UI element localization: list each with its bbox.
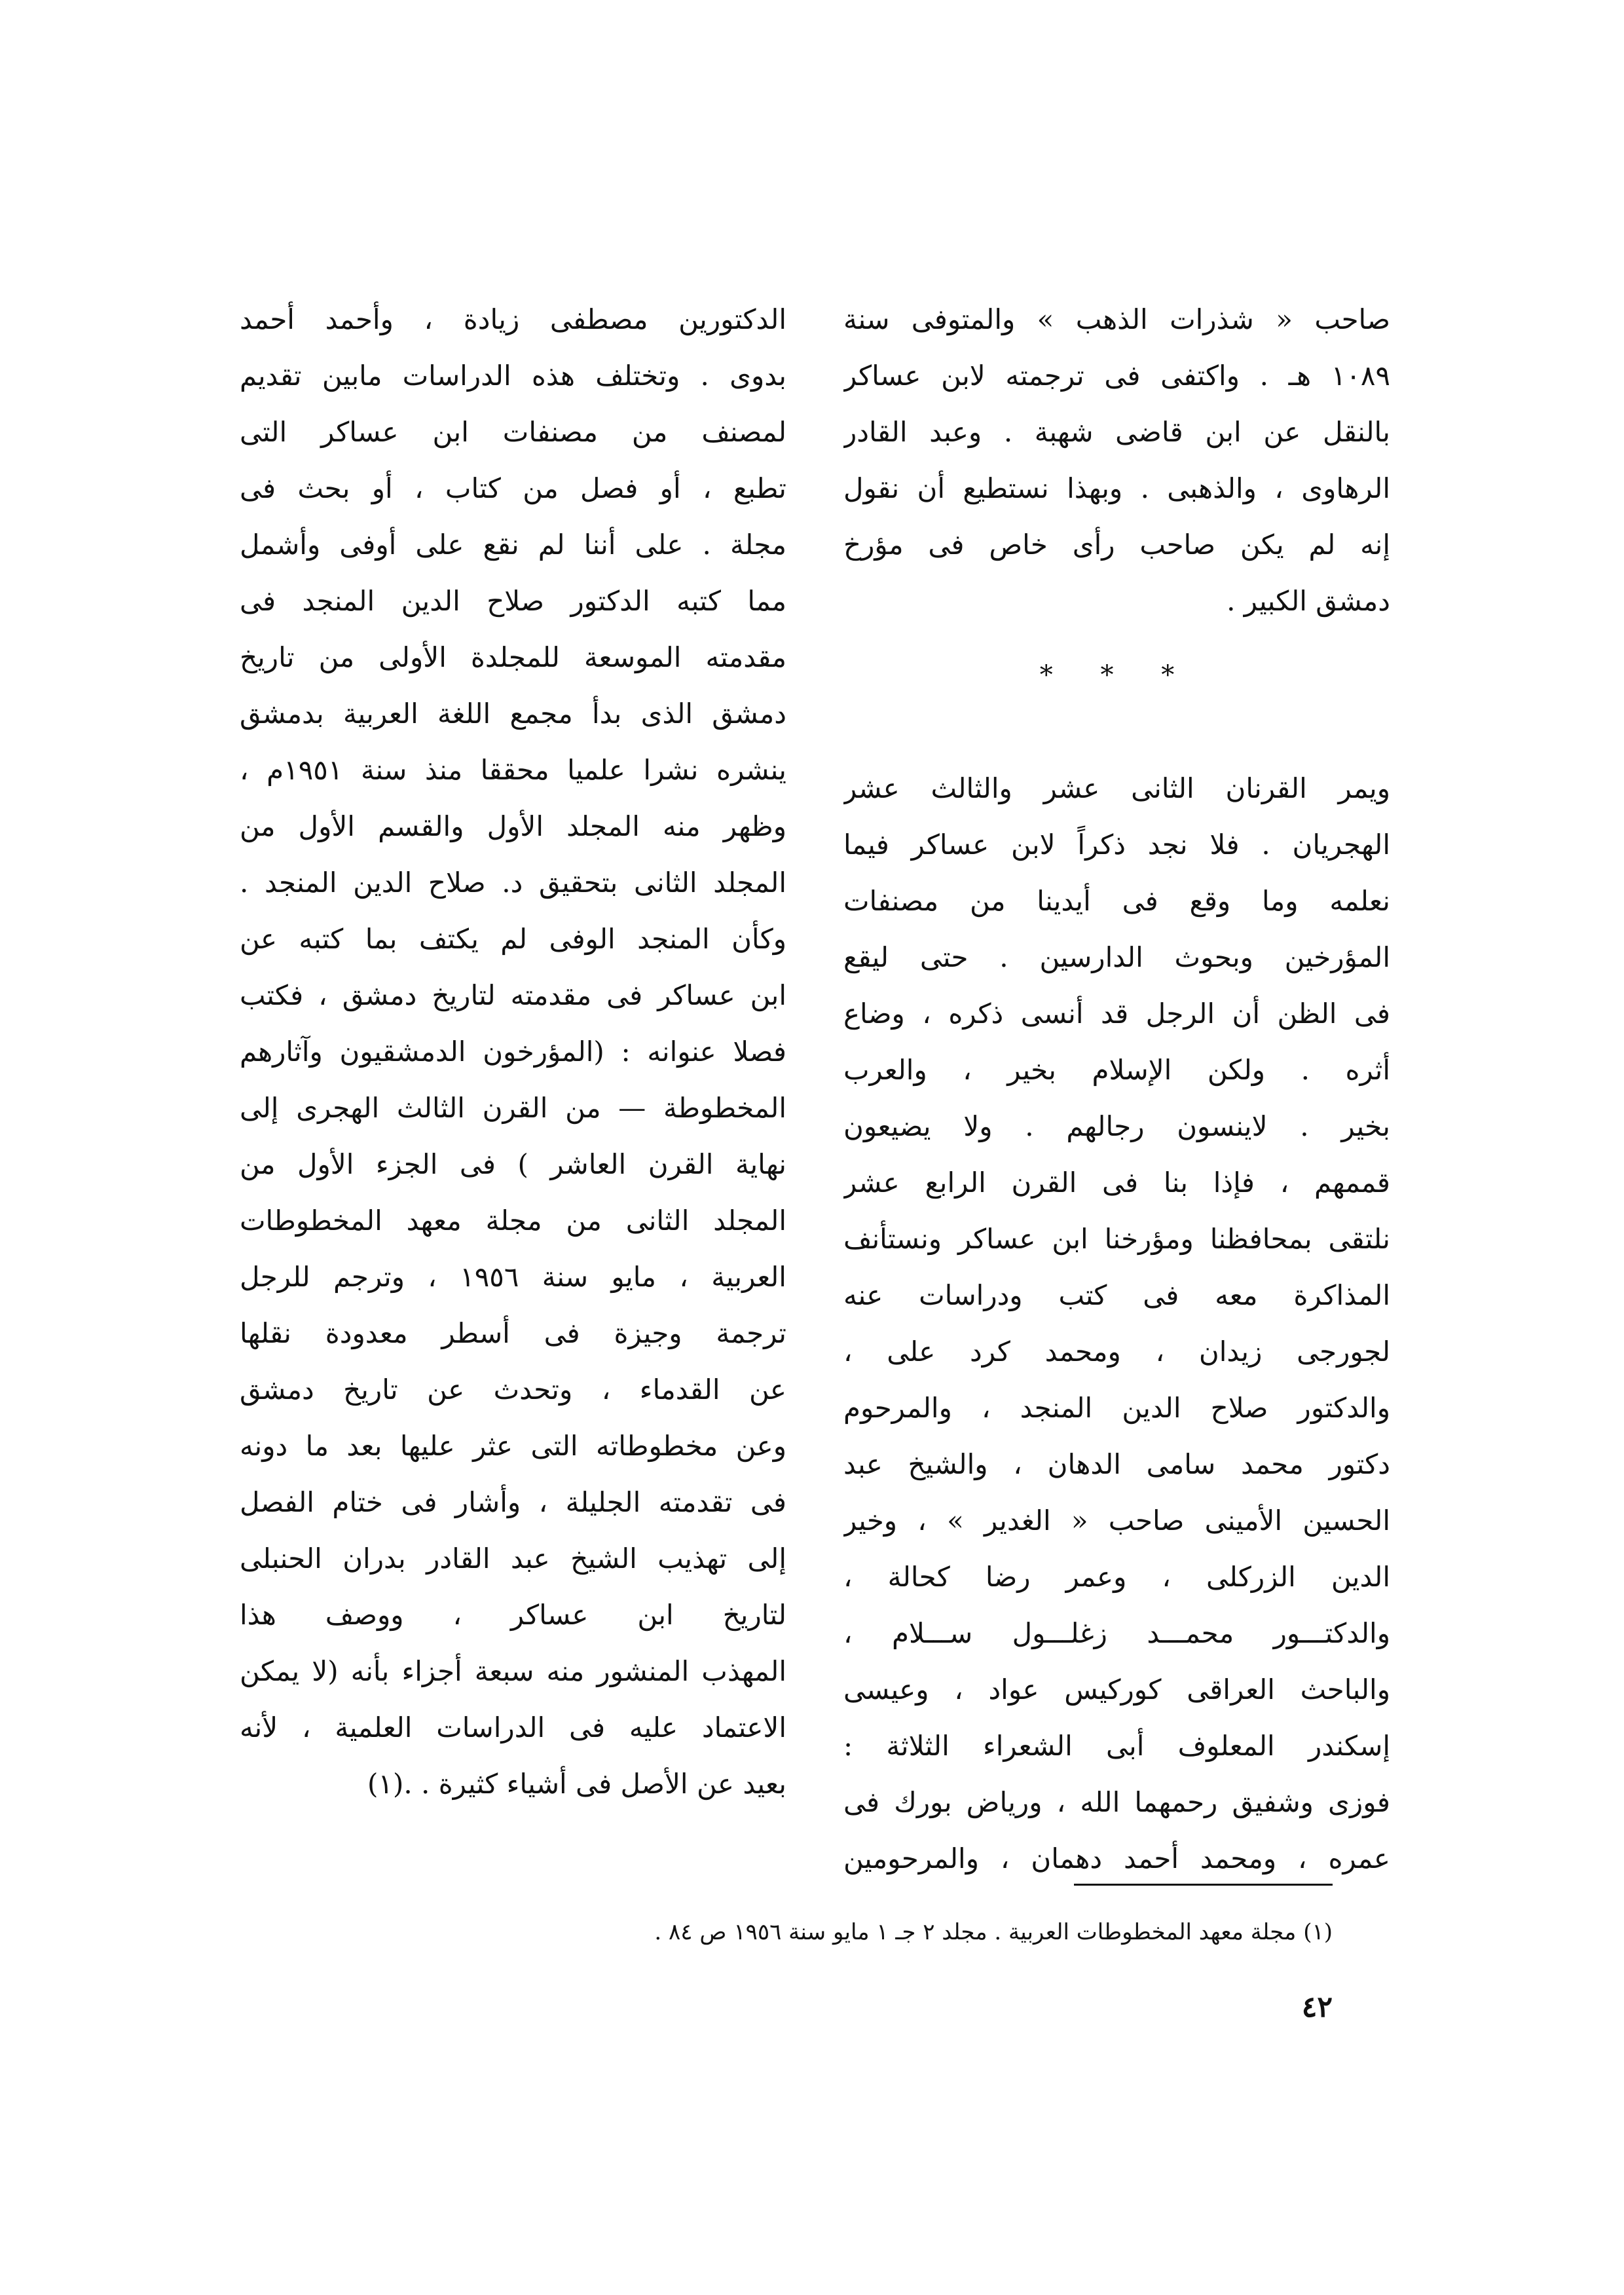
text-line: العربية ، مايو سنة ١٩٥٦ ، وترجم للرجل <box>240 1261 786 1293</box>
footnote: (١) مجلة معهد المخطوطات العربية . مجلد ٢ جـ ١ مايو سنة ١٩٥٦ ص ٨٤ . <box>654 1919 1333 1945</box>
text-line: نلتقى بمحافظنا ومؤرخنا ابن عساكر ونستأنف <box>843 1223 1390 1255</box>
text-line: الدكتورين مصطفى زيادة ، وأحمد أحمد <box>240 303 786 335</box>
text-line: دمشق الذى بدأ مجمع اللغة العربية بدمشق <box>240 698 786 730</box>
text-line: بالنقل عن ابن قاضى شهبة . وعبد القادر <box>843 416 1390 448</box>
text-line: بخير . لاينسون رجالهم . ولا يضيعون <box>843 1110 1390 1142</box>
text-line: الدين الزركلى ، وعمر رضا كحالة ، <box>843 1561 1390 1593</box>
text-line: عمره ، ومحمد أحمد دهمان ، والمرحومين <box>843 1842 1390 1875</box>
text-line: ١٠٨٩ هـ . واكتفى فى ترجمته لابن عساكر <box>843 360 1390 392</box>
text-line: مجلة . على أننا لم نقع على أوفى وأشمل <box>240 529 786 561</box>
paragraph-2 <box>843 760 1390 1887</box>
text-line: صاحب « شذرات الذهب » والمتوفى سنة <box>843 303 1390 335</box>
text-line: دمشق الكبير . <box>1227 585 1390 617</box>
text-line: بدوى . وتختلف هذه الدراسات مابين تقديم <box>240 360 786 392</box>
page-number: ٤٢ <box>1301 1990 1333 2024</box>
text-line: وعن مخطوطاته التى عثر عليها بعد ما دونه <box>240 1430 786 1462</box>
text-line: وكأن المنجد الوفى لم يكتف بما كتبه عن <box>240 923 786 955</box>
text-line: الرهاوى ، والذهبى . وبهذا نستطيع أن نقول <box>843 472 1390 504</box>
text-line: فى تقدمته الجليلة ، وأشار فى ختام الفصل <box>240 1486 786 1518</box>
text-line: لتاريخ ابن عساكر ، ووصف هذا <box>240 1599 786 1631</box>
text-line: لمصنف من مصنفات ابن عساكر التى <box>240 416 786 448</box>
text-line: الهجريان . فلا نجد ذكراً لابن عساكر فيما <box>843 829 1390 861</box>
text-line: مما كتبه الدكتور صلاح الدين المنجد فى <box>240 585 786 617</box>
text-line: والدكتـــور محمـــد زغلـــول ســـلام ، <box>843 1617 1390 1649</box>
text-line: ويمر القرنان الثانى عشر والثالث عشر <box>843 772 1390 804</box>
text-line: الاعتماد عليه فى الدراسات العلمية ، لأنه <box>240 1711 786 1744</box>
text-line: إلى تهذيب الشيخ عبد القادر بدران الحنبلى <box>240 1542 786 1575</box>
text-line: المجلد الثانى من مجلة معهد المخطوطات <box>240 1204 786 1237</box>
text-line: الحسين الأمينى صاحب « الغدير » ، وخير <box>843 1504 1390 1537</box>
text-line: وظهر منه المجلد الأول والقسم الأول من <box>240 810 786 842</box>
text-line: لجورجى زيدان ، ومحمد كرد على ، <box>843 1335 1390 1368</box>
right-column <box>843 291 1390 1887</box>
text-line: فوزى وشفيق رحمهما الله ، ورياض بورك فى <box>843 1786 1390 1818</box>
text-line: والدكتور صلاح الدين المنجد ، والمرحوم <box>843 1392 1390 1424</box>
text-line: ابن عساكر فى مقدمته لتاريخ دمشق ، فكتب <box>240 979 786 1011</box>
text-line: تطبع ، أو فصل من كتاب ، أو بحث فى <box>240 472 786 504</box>
text-line: فى الظن أن الرجل قد أنسى ذكره ، وضاع <box>843 998 1390 1030</box>
text-line: والباحث العراقى كوركيس عواد ، وعيسى <box>843 1673 1390 1706</box>
text-line: نعلمه وما وقع فى أيدينا من مصنفات <box>843 885 1390 917</box>
footnote-divider <box>1074 1884 1333 1886</box>
left-column <box>240 291 786 1812</box>
text-line: المخطوطة — من القرن الثالث الهجرى إلى <box>240 1092 786 1124</box>
text-line: بعيد عن الأصل فى أشياء كثيرة . .(١) <box>367 1768 786 1800</box>
text-line: دكتور محمد سامى الدهان ، والشيخ عبد <box>843 1448 1390 1480</box>
text-line: المؤرخين وبحوث الدارسين . حتى ليقع <box>843 941 1390 973</box>
section-separator: * * * <box>1039 660 1194 690</box>
text-line: ينشره نشرا علميا محققا منذ سنة ١٩٥١م ، <box>240 754 786 786</box>
text-line: فصلا عنوانه : (المؤرخون الدمشقيون وآثارهم <box>240 1036 786 1068</box>
text-line: أثره . ولكن الإسلام بخير ، والعرب <box>843 1054 1390 1086</box>
text-line: المجلد الثانى بتحقيق د. صلاح الدين المنجد . <box>240 867 786 899</box>
text-line: مقدمته الموسعة للمجلدة الأولى من تاريخ <box>240 641 786 673</box>
text-line: إسكندر المعلوف أبى الشعراء الثلاثة : <box>843 1730 1390 1762</box>
text-line: نهاية القرن العاشر ) فى الجزء الأول من <box>240 1148 786 1180</box>
text-line: عن القدماء ، وتحدث عن تاريخ دمشق <box>240 1373 786 1406</box>
paragraph-1 <box>843 291 1390 629</box>
text-line: المذاكرة معه فى كتب ودراسات عنه <box>843 1279 1390 1311</box>
text-line: إنه لم يكن صاحب رأى خاص فى مؤرخ <box>843 529 1390 561</box>
text-line: قممهم ، فإذا بنا فى القرن الرابع عشر <box>843 1166 1390 1199</box>
text-line: المهذب المنشور منه سبعة أجزاء بأنه (لا يمكن <box>240 1655 786 1687</box>
text-line: ترجمة وجيزة فى أسطر معدودة نقلها <box>240 1317 786 1349</box>
